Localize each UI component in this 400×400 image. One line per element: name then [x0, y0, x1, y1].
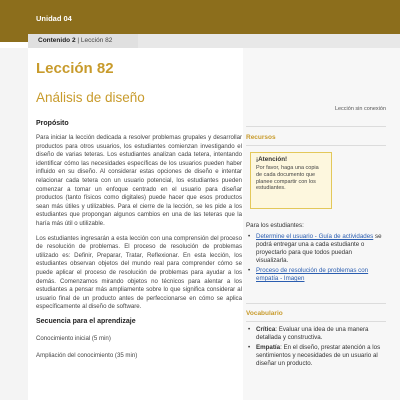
- sidebar-divider: [246, 126, 386, 127]
- purpose-heading: Propósito: [36, 120, 69, 127]
- students-label: Para los estudiantes:: [246, 222, 304, 229]
- breadcrumb-bar: [28, 34, 400, 48]
- sidebar-divider: [246, 303, 386, 304]
- sequence-item: Conocimiento inicial (5 min): [36, 334, 111, 342]
- main-content: [36, 120, 242, 359]
- resource-list: [246, 233, 386, 285]
- left-margin-strip: [0, 48, 28, 400]
- breadcrumb-content[interactable]: Contenido 2: [38, 37, 76, 44]
- resources-heading: Recursos: [246, 134, 276, 141]
- resource-item: [246, 233, 386, 265]
- resource-item-suffix: se podrá entregar una a cada estudiante o proyectarlo para que todos puedan visualizarla.: [256, 233, 382, 264]
- lesson-subtitle: Análisis de diseño: [36, 90, 145, 105]
- attention-callout: [250, 152, 332, 209]
- vocabulary-heading: Vocabulario: [246, 310, 283, 317]
- resource-link-guide[interactable]: Determine el usuario - Guía de actividades: [256, 233, 374, 240]
- vocab-item: [246, 344, 386, 368]
- purpose-paragraph-1: Para iniciar la lección dedicada a resolver problemas grupales y desarrollar productos para otros usuarios, los estudiantes comienzan investigando el diseño de varias teteras. Los estudiantes analizan cada tetera, intentando identificar cómo las necesidades específicas de los usuarios pueden haber influido en su diseño. Al considerar estas opciones de diseño e intentar relacionar cada tetera con un usuario potencial, los estudiantes pueden comenzar a tomar un enfoque centrado en el usuario para diseñar productos (tanto físicos como digitales) puede hacer que esos productos sean más útiles y utilizables. Para el cierre de la lección, se les pide a los estudiantes que propongan algunos cambios en una de las teteras que la haría más útil o utilizable.: [36, 134, 242, 227]
- breadcrumb: [38, 37, 112, 44]
- breadcrumb-lesson: Lección 82: [80, 37, 113, 44]
- vocab-definition: : En el diseño, prestar atención a los sentimientos y necesidades de un usuario al diseñar un producto.: [256, 344, 381, 367]
- lesson-title: Lección 82: [36, 60, 114, 77]
- sequence-heading: Secuencia para el aprendizaje: [36, 317, 136, 325]
- vocab-item: [246, 326, 386, 342]
- resource-link-image[interactable]: Proceso de resolución de problemas con empatía - Imagen: [256, 267, 369, 282]
- offline-lesson-link[interactable]: Lección sin conexión: [334, 106, 386, 112]
- purpose-paragraph-2: Los estudiantes ingresarán a esta lección con una comprensión del proceso de resolución de problemas. El proceso de resolución de problemas utilizado es: Definir, Preparar, Tratar, Reflexionar. En esta lección, los estudiantes observan objetos del mundo real para comprender cómo se puede aplicar el proceso de resolución de problemas para ayudar a los demás. Comenzamos mirando objetos no técnicos para alentar a los estudiantes a pensar más ampliamente sobre lo que significa considerar al usuario final de un producto antes de perfeccionarse en cómo se aplica específicamente al diseño de software.: [36, 234, 242, 311]
- vocab-term: Empatía: [256, 344, 281, 351]
- vocab-term: Crítica: [256, 326, 276, 333]
- vocabulary-list: [246, 326, 386, 370]
- vocab-definition: : Evaluar una idea de una manera detallada y constructiva.: [256, 326, 369, 341]
- resource-item: [246, 267, 386, 283]
- alert-title: ¡Atención!: [256, 156, 288, 163]
- alert-body: Por favor, haga una copia de cada documento que planee compartir con los estudiantes.: [256, 165, 319, 192]
- breadcrumb-separator: |: [77, 37, 80, 44]
- sidebar-divider: [246, 145, 386, 146]
- unit-label: Unidad 04: [36, 14, 72, 23]
- sidebar-divider: [246, 321, 386, 322]
- sequence-item: Ampliación del conocimiento (35 min): [36, 351, 138, 359]
